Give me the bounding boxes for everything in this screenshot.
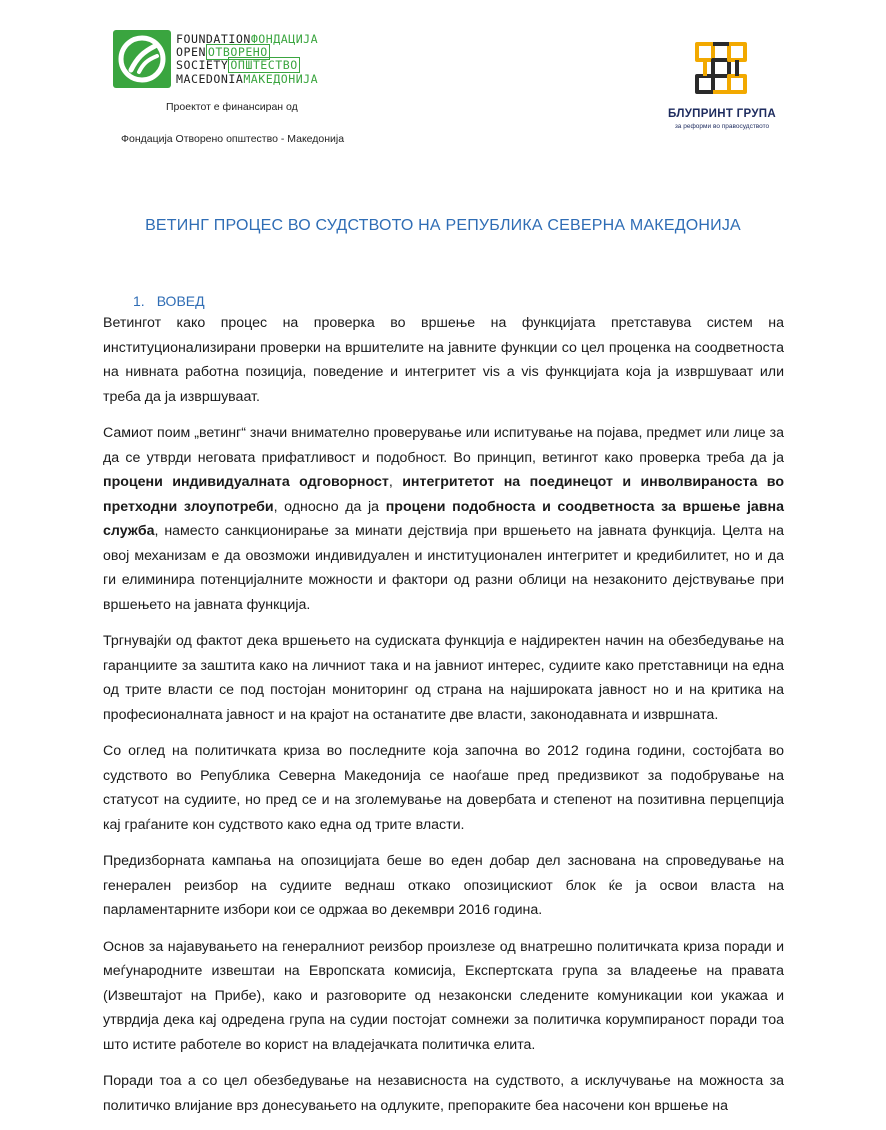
- section-title: ВОВЕД: [156, 293, 205, 309]
- bold-phrase: процени подобноста и соодветноста за вршење јавна служба: [103, 498, 784, 539]
- paragraph: Ветингот како процес на проверка во вршење на функцијата претставува систем на институционализирани проверки на вршителите на јавните функции со цел проценка на соодветноста на нивната работна позиција, поведение и интегритет vis a vis функцијата која ја извршуваат или треба да ја извршуваат.: [103, 315, 784, 405]
- document-title: ВЕТИНГ ПРОЦЕС ВО СУДСТВОТО НА РЕПУБЛИКА СЕВЕРНА МАКЕДОНИЈА: [145, 217, 741, 234]
- funded-label: Проектот е финансиран од: [166, 101, 298, 113]
- osf-logo: [113, 30, 373, 90]
- document-body: [103, 311, 784, 1130]
- paragraph: Самиот поим „ветинг“ значи внимателно проверување или испитување на појава, предмет или лице за да се утврди неговата прифатливост и подобност. Во принцип, ветингот како проверка треба да ја процени индивидуалната одговорност, интегритетот на поединецот и инволвираноста во претходни злоупотреби, односно да ја процени подобноста и соодветноста за вршење јавна служба, наместо санкционирање за минати дејствија при вршењето на јавната функција. Целта на овој механизам е да овозможи индивидуален и институционален интегритет и кредибилитет, но и да ги елиминира потенцијалните можности и фактори од разни облици на незаконито дејствување при вршењето на јавната функција.: [103, 425, 785, 613]
- paragraph: Поради тоа а со цел обезбедување на независноста на судството, а исклучување на можноста за политичко влијание врз донесувањето на одлуките, препораките беа насочени кон вршење на: [103, 1073, 784, 1114]
- osf-wordmark: FOUNDATIONФОНДАЦИЈА OPEN ОТВОРЕНО SOCIETY ОПШТЕСТВО MACEDONIAМАКЕДОНИЈА: [176, 32, 319, 86]
- section-heading: [133, 293, 205, 309]
- paragraph: Со оглед на политичката криза во последните која започна во 2012 година години, состојбата во судството во Република Северна Македонија се наоѓаше пред предизвикот за подобрување на статусот на судиите, но пред се и на зголемување на довербата и степенот на позитивна перцепција кај граѓаните кон судството како една од трите власти.: [103, 743, 784, 833]
- blueprint-logo: [667, 36, 777, 136]
- bold-phrase: интегритетот на поединецот и инволвираноста во претходни злоупотреби: [103, 474, 785, 515]
- osf-leaf-icon: [113, 30, 171, 88]
- funder-name: Фондација Отворено општество - Македонија: [121, 133, 345, 145]
- section-number: 1.: [133, 293, 145, 309]
- paragraph: Тргнувајќи од фактот дека вршењето на судиската функција е најдиректен начин на обезбедување на гаранциите за заштита како на личниот така и на јавниот интерес, судиите како претставници на една од трите власти се под постојан мониторинг од страна на најшироката јавност но и на критика на професионалната јавност и на крајот на останатите две власти, законодавната и извршната.: [103, 633, 784, 723]
- blueprint-knot-icon: [667, 36, 777, 106]
- blueprint-tagline: за реформи во правосудството: [674, 123, 770, 130]
- blueprint-name: БЛУПРИНТ ГРУПА: [668, 108, 776, 120]
- paragraph: Основ за најавувањето на генералниот реизбор произлезе од внатрешно политичката криза поради и меѓународните извештаи на Европската комисија, Експертската група за владеење на правата (Извештајот на Прибе), како и разговорите од незаконски следените комуникации кои укажаа и утврдија дека кај одредена група на судии постојат сомнежи за политичка корумпираност поради тоа што истите работеле во корист на владејачката политичка елита.: [103, 938, 784, 1053]
- bold-phrase: процени индивидуалната одговорност: [103, 474, 389, 490]
- paragraph: Предизборната кампања на опозицијата беше во еден добар дел заснована на спроведување на генерален реизбор на судиите веднаш откако опозицискиот блок ќе ја освои власта на парламентарните избори кои се одржаа во декември 2016 година.: [103, 853, 784, 918]
